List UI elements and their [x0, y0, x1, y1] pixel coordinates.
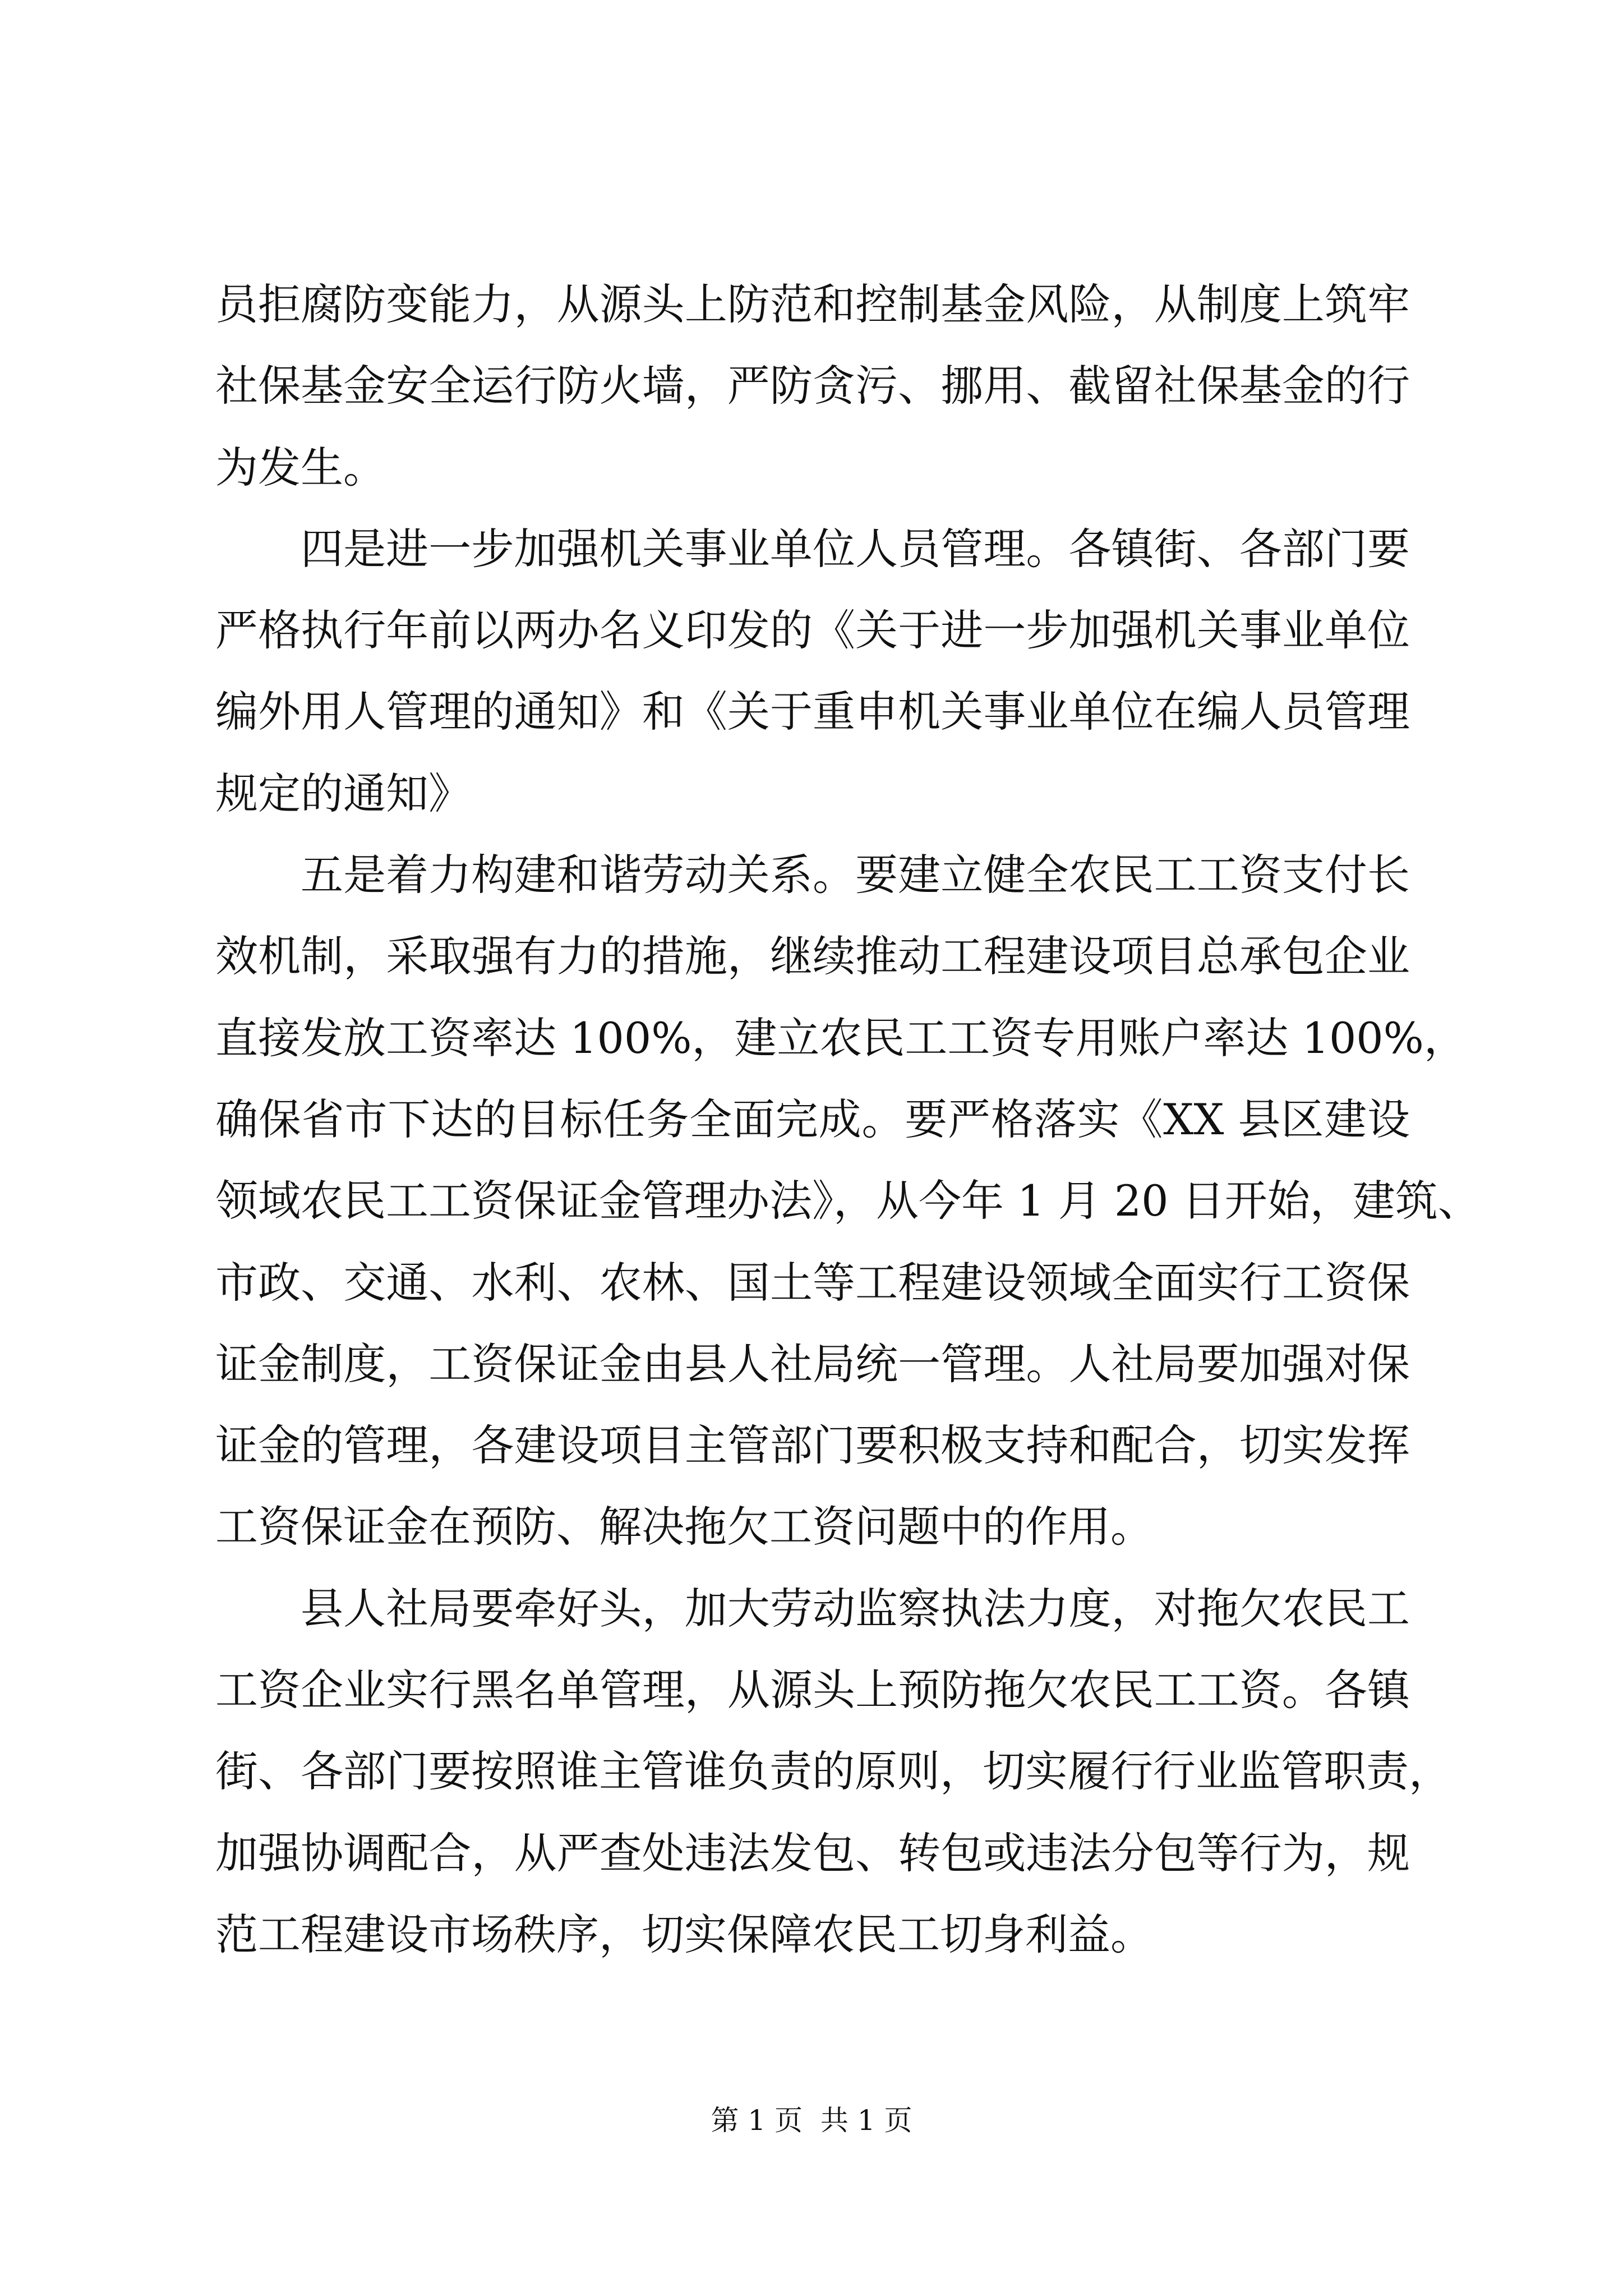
paragraph-first-line: 四是进一步加强机关事业单位人员管理。各镇街、各部门要 [301, 523, 1410, 574]
text-line: 范工程建设市场秩序，切实保障农民工切身利益。 [215, 1909, 1153, 1959]
text-line: 市政、交通、水利、农林、国土等工程建设领域全面实行工资保 [215, 1257, 1410, 1308]
text-line: 严格执行年前以两办名义印发的《关于进一步加强机关事业单位 [215, 605, 1410, 656]
paragraph-first-line: 县人社局要牵好头，加大劳动监察执法力度，对拖欠农民工 [301, 1583, 1410, 1634]
text-line: 领域农民工工资保证金管理办法》，从今年 1 月 20 日开始，建筑、 [215, 1176, 1481, 1226]
text-line: 确保省市下达的目标任务全面完成。要严格落实《XX 县区建设 [215, 1094, 1410, 1144]
page-footer: 第 1 页 共 1 页 [711, 2104, 912, 2137]
text-line: 加强协调配合，从严查处违法发包、转包或违法分包等行为，规 [215, 1828, 1410, 1878]
text-line: 社保基金安全运行防火墙，严防贪污、挪用、截留社保基金的行 [215, 361, 1410, 411]
text-line: 街、各部门要按照谁主管谁负责的原则，切实履行行业监管职责， [215, 1746, 1451, 1797]
text-line: 直接发放工资率达 100%，建立农民工工资专用账户率达 100%， [215, 1013, 1467, 1063]
document-body [215, 264, 1481, 1975]
text-line: 员拒腐防变能力，从源头上防范和控制基金风险，从制度上筑牢 [215, 279, 1410, 329]
text-line: 编外用人管理的通知》和《关于重申机关事业单位在编人员管理 [215, 687, 1410, 737]
text-line: 证金的管理，各建设项目主管部门要积极支持和配合，切实发挥 [215, 1420, 1410, 1471]
text-line: 为发生。 [215, 442, 386, 493]
text-line: 证金制度，工资保证金由县人社局统一管理。人社局要加强对保 [215, 1338, 1410, 1389]
paragraph-first-line: 五是着力构建和谐劳动关系。要建立健全农民工工资支付长 [301, 850, 1410, 900]
text-line: 规定的通知》 [215, 768, 471, 818]
text-line: 效机制，采取强有力的措施，继续推动工程建设项目总承包企业 [215, 931, 1410, 982]
text-line: 工资企业实行黑名单管理，从源头上预防拖欠农民工工资。各镇 [215, 1665, 1410, 1715]
text-line: 工资保证金在预防、解决拖欠工资问题中的作用。 [215, 1502, 1153, 1552]
